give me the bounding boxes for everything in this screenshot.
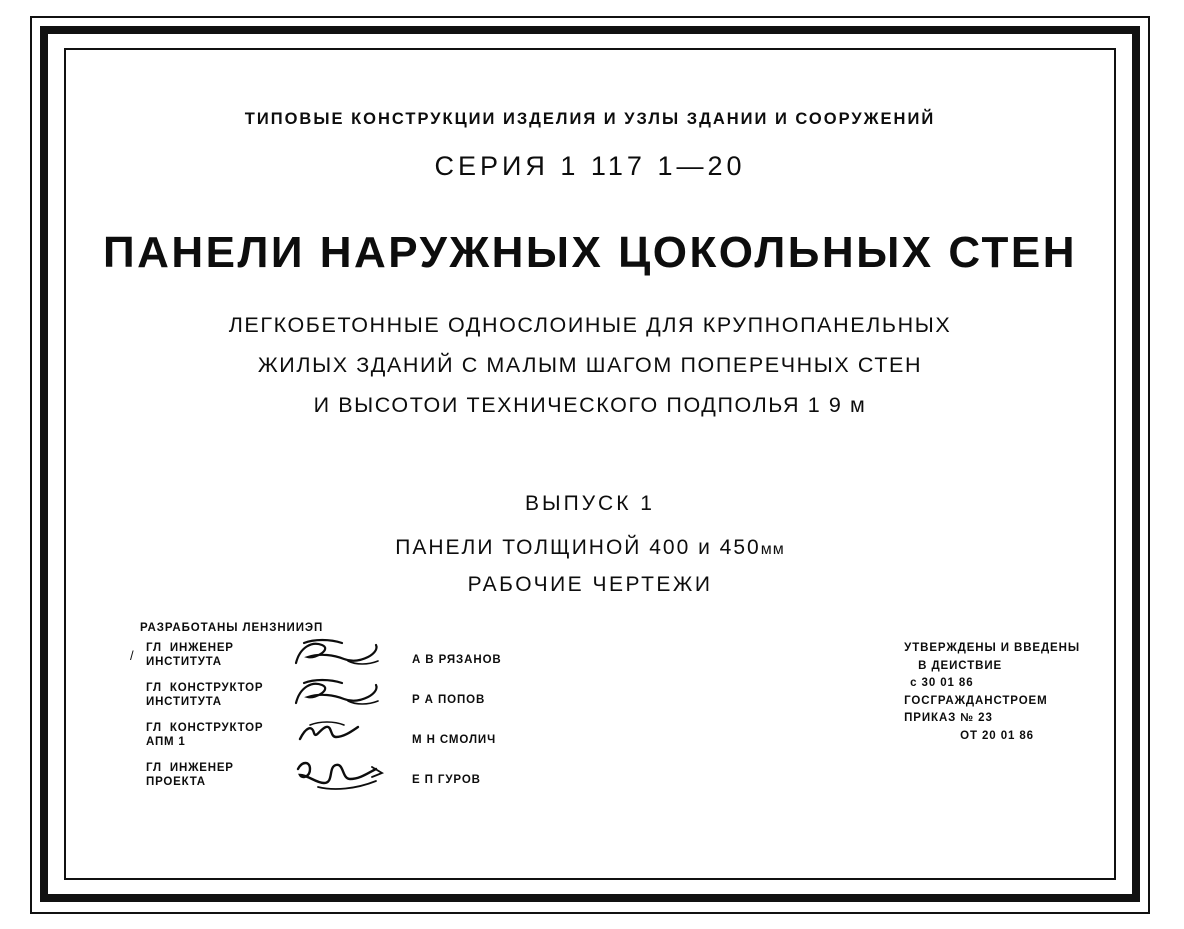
thickness-line [64,536,1116,560]
signature-name: Е П ГУРОВ [412,774,481,786]
approval-block [904,640,1080,745]
description-line-3: И ВЫСОТОИ ТЕХНИЧЕСКОГО ПОДПОЛЬЯ 1 9 м [313,393,867,417]
signature-mark [290,717,410,751]
signature-row [140,761,600,801]
thickness-text: ПАНЕЛИ ТОЛЩИНОЙ 400 и 450 [395,536,761,559]
signature-name: А В РЯЗАНОВ [412,654,502,666]
signature-row [140,641,600,681]
work-drawings-label: РАБОЧИЕ ЧЕРТЕЖИ [467,573,713,596]
description-line-2: ЖИЛЫХ ЗДАНИЙ С МАЛЫМ ШАГОМ ПОПЕРЕЧНЫХ СТЕН [257,353,923,377]
signature-role: ГЛ КОНСТРУКТОР АПМ 1 [146,722,264,748]
signature-mark [290,637,410,671]
developed-by-label: РАЗРАБОТАНЫ ЛЕНЗНИИЭП [140,622,324,634]
tick-mark: / [130,648,134,663]
signature-role: ГЛ КОНСТРУКТОР ИНСТИТУТА [146,682,264,708]
signature-name: М Н СМОЛИЧ [412,734,497,746]
signature-mark [290,677,410,711]
page-title: ПАНЕЛИ НАРУЖНЫХ ЦОКОЛЬНЫХ СТЕН [102,228,1078,277]
signature-role: ГЛ ИНЖЕНЕР ИНСТИТУТА [146,642,234,668]
signature-name: Р А ПОПОВ [412,694,486,706]
signature-block [140,622,600,801]
series-number: СЕРИЯ 1 117 1—20 [434,151,746,181]
approval-line: ПРИКАЗ № 23 [904,712,993,724]
description-line-1: ЛЕГКОБЕТОННЫЕ ОДНОСЛОИНЫЕ ДЛЯ КРУПНОПАНЕЛЬНЫХ [228,313,952,337]
approval-line: с 30 01 86 [910,677,974,689]
approval-line: В ДЕИСТВИЕ [918,659,1003,672]
signature-role: ГЛ ИНЖЕНЕР ПРОЕКТА [146,762,234,788]
approval-line: ГОСГРАЖДАНСТРОЕМ [904,694,1048,707]
signature-mark [290,757,410,791]
subheading: ТИПОВЫЕ КОНСТРУКЦИИ ИЗДЕЛИЯ И УЗЛЫ ЗДАНИИ И СООРУЖЕНИЙ [244,110,936,128]
approval-line: ОТ 20 01 86 [960,729,1034,742]
signature-row [140,721,600,761]
thickness-unit: мм [760,541,785,558]
approval-line: УТВЕРЖДЕНЫ И ВВЕДЕНЫ [904,642,1080,654]
signature-row [140,681,600,721]
sheet-content [64,48,1116,880]
issue-number: ВЫПУСК 1 [525,492,655,515]
